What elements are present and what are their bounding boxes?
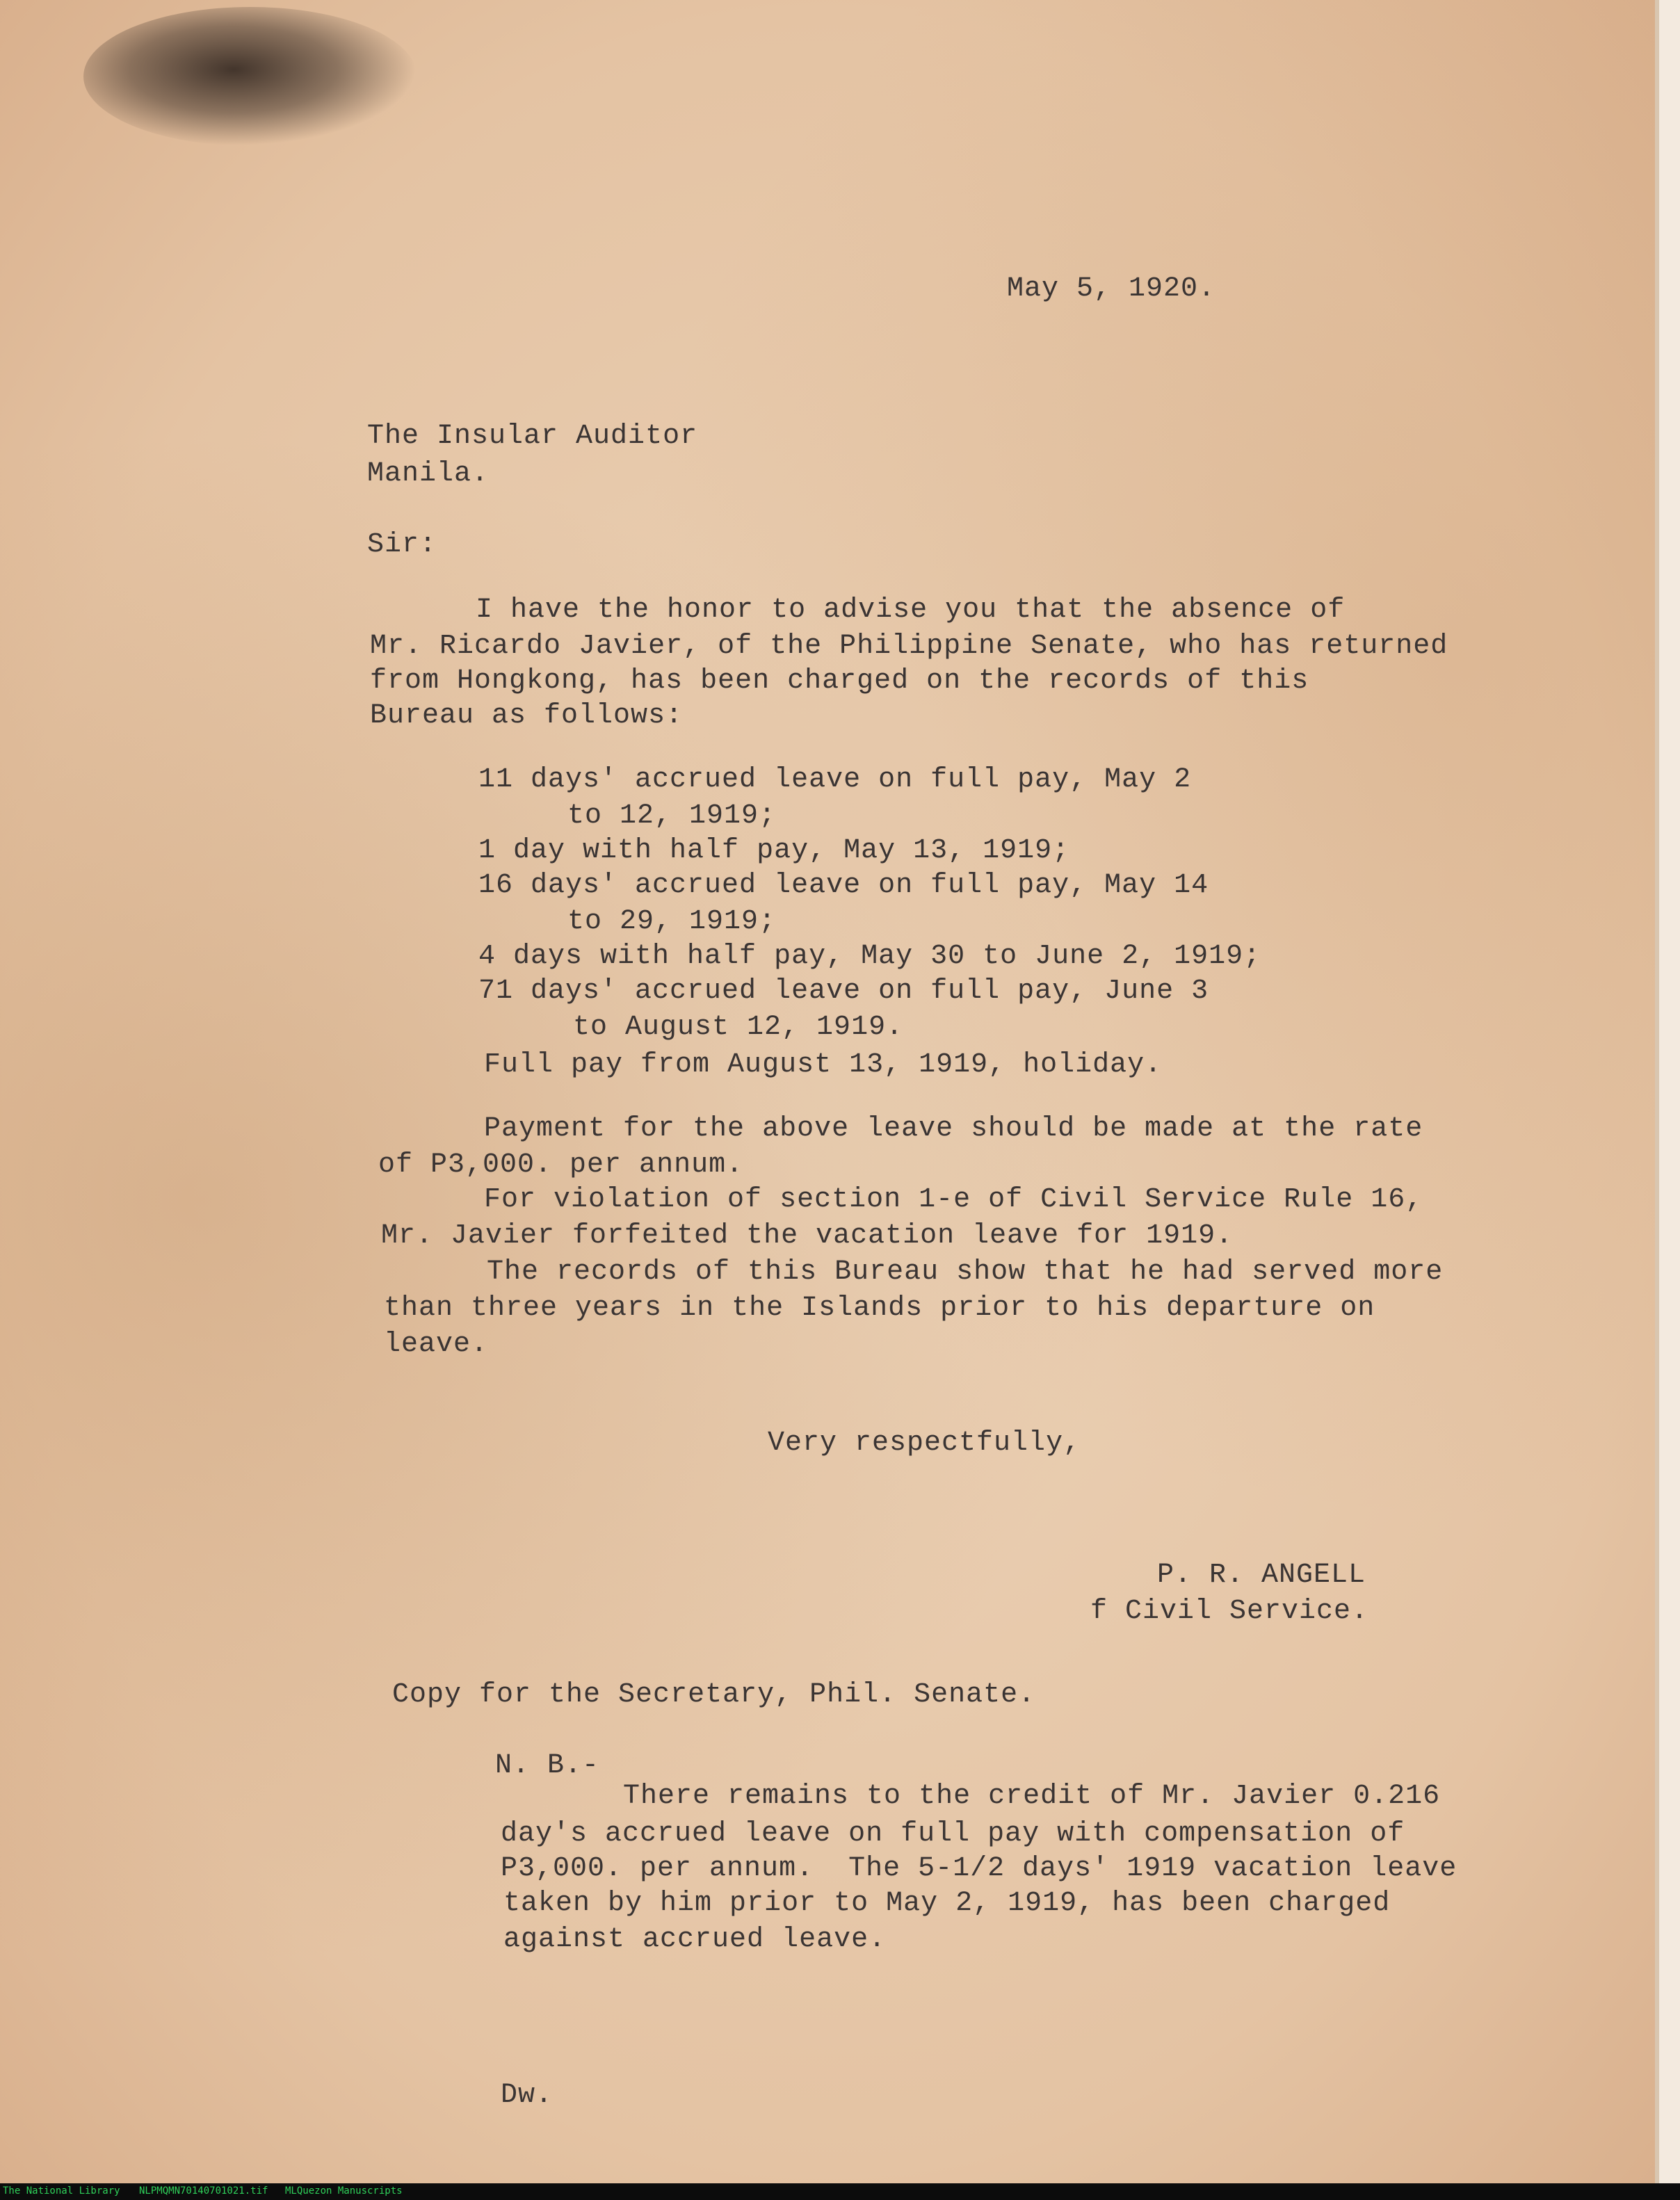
leave-item: Full pay from August 13, 1919, holiday.	[484, 1049, 1163, 1081]
letter-date: May 5, 1920.	[1007, 273, 1216, 305]
leave-item: 16 days' accrued leave on full pay, May 14	[478, 870, 1209, 901]
ink-stain	[83, 7, 417, 146]
copy-note: Copy for the Secretary, Phil. Senate.	[392, 1679, 1036, 1710]
leave-item: 11 days' accrued leave on full pay, May 2	[478, 764, 1192, 795]
intro-line: from Hongkong, has been charged on the records of this	[370, 665, 1309, 697]
nb-line: taken by him prior to May 2, 1919, has been charged	[503, 1888, 1391, 1919]
footer-library: The National Library	[3, 2185, 120, 2197]
leave-item: to August 12, 1919.	[573, 1012, 904, 1043]
nb-label: N. B.-	[495, 1750, 600, 1781]
recipient-line-2: Manila.	[367, 458, 490, 490]
nb-line: against accrued leave.	[503, 1924, 887, 1955]
salutation: Sir:	[367, 529, 437, 560]
leave-item: 4 days with half pay, May 30 to June 2, 1919;	[478, 941, 1261, 972]
intro-line: I have the honor to advise you that the absence of	[476, 595, 1346, 626]
leave-item: 1 day with half pay, May 13, 1919;	[478, 835, 1070, 866]
body-line: than three years in the Islands prior to his departure on	[384, 1293, 1375, 1324]
nb-line: There remains to the credit of Mr. Javier 0.216	[623, 1781, 1441, 1812]
body-line: Mr. Javier forfeited the vacation leave for 1919.	[381, 1220, 1234, 1252]
nb-line: day's accrued leave on full pay with compensation of	[501, 1818, 1405, 1850]
body-line: of P3,000. per annum.	[378, 1149, 744, 1181]
intro-line: Mr. Ricardo Javier, of the Philippine Senate, who has returned	[370, 631, 1448, 662]
body-line: The records of this Bureau show that he had served more	[487, 1256, 1444, 1288]
recipient-line-1: The Insular Auditor	[367, 421, 698, 452]
signatory-name: P. R. ANGELL	[1157, 1560, 1366, 1591]
leave-item: to 29, 1919;	[567, 906, 777, 937]
typist-initials: Dw.	[501, 2080, 554, 2111]
footer-collection: MLQuezon Manuscripts	[285, 2185, 403, 2197]
closing: Very respectfully,	[768, 1427, 1081, 1459]
signatory-title: f Civil Service.	[1090, 1596, 1369, 1627]
body-line: leave.	[384, 1329, 489, 1360]
leave-item: 71 days' accrued leave on full pay, June 3	[478, 976, 1209, 1007]
intro-line: Bureau as follows:	[370, 700, 684, 731]
scan-footer	[0, 2183, 1680, 2200]
body-line: Payment for the above leave should be made at the rate	[484, 1113, 1423, 1145]
leave-item: to 12, 1919;	[567, 800, 777, 832]
nb-line: P3,000. per annum. The 5-1/2 days' 1919 vacation leave	[501, 1853, 1457, 1884]
body-line: For violation of section 1-e of Civil Service Rule 16,	[484, 1184, 1423, 1215]
footer-filename: NLPMQMN70140701021.tif	[139, 2185, 268, 2197]
